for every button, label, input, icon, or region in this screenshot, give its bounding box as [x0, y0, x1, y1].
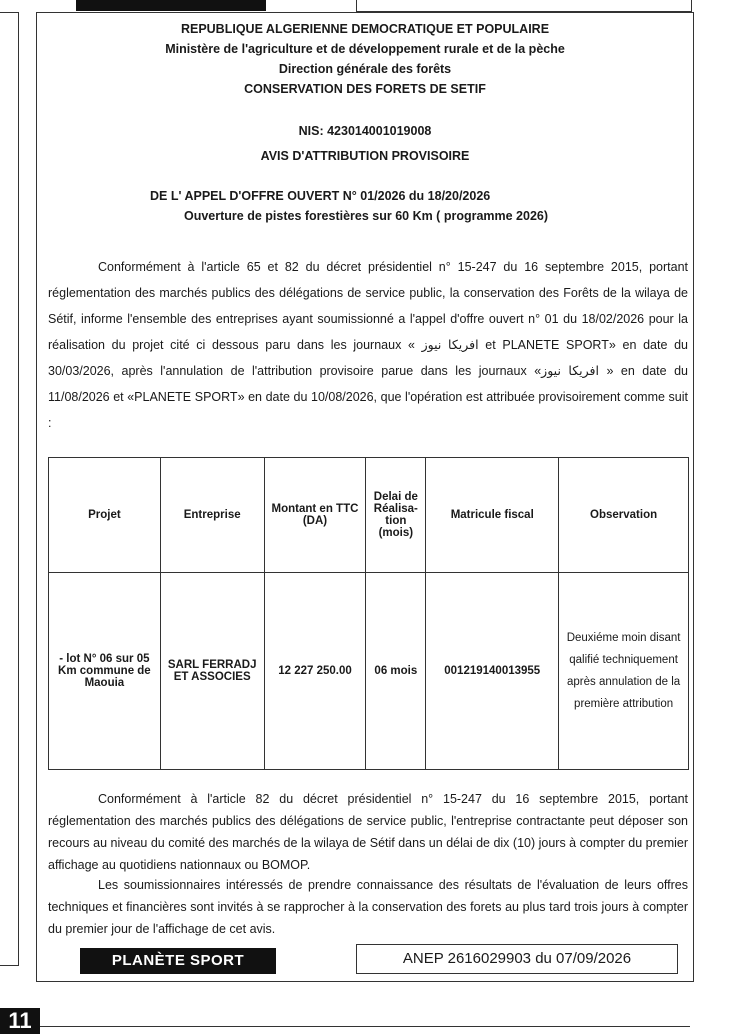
adjacent-column: [0, 12, 19, 966]
paragraph-3-text: Les soumissionnaires intéressés de prendre connaissance des résultats de l'évaluation de leurs offres techniques et financières sont invités à se rapprocher à la conservation des forets au plus tard trois jours à compter du premier jour de l'affichage de cet avis.: [48, 878, 688, 936]
top-outline-box: [356, 0, 692, 12]
attribution-table: [48, 457, 689, 770]
header-objet: Ouverture de pistes forestières sur 60 Km ( programme 2026): [184, 209, 549, 223]
table-row: [49, 573, 689, 770]
col-observation: Observation: [559, 458, 689, 573]
table-header-row: [49, 458, 689, 573]
col-matricule: Matricule fiscal: [426, 458, 559, 573]
paragraph-1: [48, 254, 688, 436]
header-nis: NIS: 423014001019008: [298, 124, 432, 138]
header-conservation: CONSERVATION DES FORETS DE SETIF: [244, 82, 486, 96]
page-number: 11: [0, 1008, 40, 1034]
cell-montant: 12 227 250.00: [264, 573, 366, 770]
bottom-rule: [40, 1026, 690, 1027]
col-projet: Projet: [49, 458, 161, 573]
header-republic: REPUBLIQUE ALGERIENNE DEMOCRATIQUE ET POPULAIRE: [180, 22, 550, 36]
header-avis: AVIS D'ATTRIBUTION PROVISOIRE: [260, 149, 470, 163]
anep-reference: ANEP 2616029903 du 07/09/2026: [356, 944, 678, 974]
cell-entreprise: SARL FERRADJ ET ASSOCIES: [160, 573, 264, 770]
publication-badge: PLANÈTE SPORT: [80, 948, 276, 974]
paragraph-2-text: Conformément à l'article 82 du décret présidentiel n° 15-247 du 16 septembre 2015, portant réglementation des marchés publics des délégations de service public, l'entreprise contractante peut déposer son recours au niveau du comité des marchés de la wilaya de Sétif dans un délai de dix (10) jours à compter du premier affichage au quotidiens nationnaux ou BOMOP.: [48, 792, 688, 872]
col-entreprise: Entreprise: [160, 458, 264, 573]
paragraph-2: [48, 788, 688, 876]
header-ministry: Ministère de l'agriculture et de développement rurale et de la pèche: [165, 42, 565, 56]
header-appel: DE L' APPEL D'OFFRE OUVERT N° 01/2026 du 18/20/2026: [150, 189, 491, 203]
top-black-bar: [76, 0, 266, 11]
cell-delai: 06 mois: [366, 573, 426, 770]
cell-observation: Deuxiéme moin disant qalifié techniquement après annulation de la première attribution: [559, 573, 689, 770]
cell-matricule: 001219140013955: [426, 573, 559, 770]
paragraph-3: [48, 874, 688, 940]
cell-projet: - lot N° 06 sur 05 Km commune de Maouia: [49, 573, 161, 770]
col-montant: Montant en TTC (DA): [264, 458, 366, 573]
paragraph-1-text: Conformément à l'article 65 et 82 du décret présidentiel n° 15-247 du 16 septembre 2015, portant réglementation des marchés publics des délégations de service public, la conservation des Forêts de la wilaya de Sétif, informe l'ensemble des entreprises ayant soumissionné a l'appel d'offre ouvert n° 01 du 18/02/2026 pour la réalisation du projet cité ci dessous paru dans les journaux « افريكا نيوز et PLANETE SPORT» en date du 30/03/2026, après l'annulation de l'attribution provisoire parue dans les journaux «افريكا نيوز » en date du 11/08/2026 et «PLANETE SPORT» en date du 10/08/2026, que l'opération est attribuée provisoirement comme suit :: [48, 260, 688, 430]
header-direction: Direction générale des forêts: [278, 62, 452, 76]
col-delai: Delai de Réalisa-tion (mois): [366, 458, 426, 573]
